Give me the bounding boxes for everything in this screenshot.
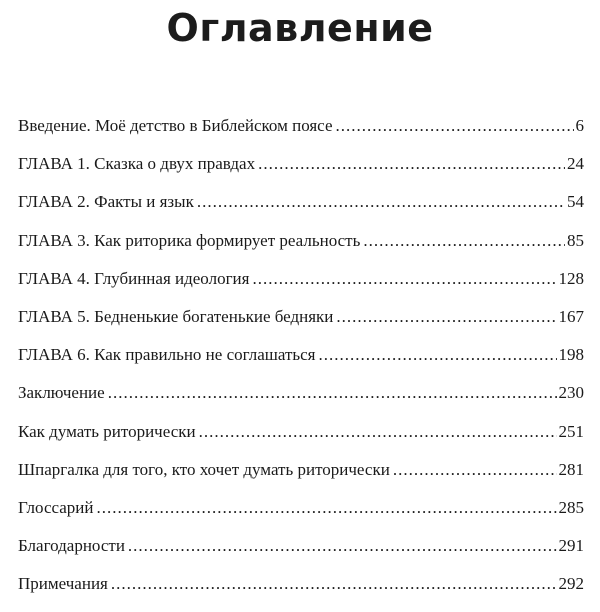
dot-leader bbox=[319, 345, 557, 365]
toc-entry-label: ГЛАВА 5. Бедненькие богатенькие бедняки bbox=[18, 306, 334, 326]
dot-leader bbox=[197, 192, 565, 212]
toc-entry-page-number: 281 bbox=[558, 459, 584, 479]
toc-entry bbox=[18, 536, 584, 574]
toc-entry-page-number: 6 bbox=[575, 116, 584, 135]
toc-entry-page-number: 285 bbox=[558, 497, 584, 517]
toc-entry-page-number: 167 bbox=[558, 306, 584, 326]
toc-entry bbox=[18, 307, 584, 345]
toc-entry bbox=[18, 116, 584, 154]
toc-entry-label: Шпаргалка для того, кто хочет думать риторически bbox=[18, 459, 390, 479]
toc-entry-page-number: 54 bbox=[567, 192, 584, 212]
toc-entry bbox=[18, 460, 584, 498]
toc-entry-page-number: 85 bbox=[567, 230, 584, 250]
toc-entry bbox=[18, 574, 584, 612]
toc-entry-label: Введение. Моё детство в Библейском поясе bbox=[18, 116, 333, 135]
toc-entry bbox=[18, 383, 584, 421]
toc-entry-page-number: 128 bbox=[558, 268, 584, 288]
toc-entry bbox=[18, 231, 584, 269]
toc-entry-label: Как думать риторически bbox=[18, 421, 196, 441]
dot-leader bbox=[199, 422, 557, 442]
toc-entry-label: ГЛАВА 2. Факты и язык bbox=[18, 192, 194, 212]
toc-entry-label: ГЛАВА 3. Как риторика формирует реальность bbox=[18, 230, 361, 250]
toc-entry bbox=[18, 192, 584, 230]
toc-entry-page-number: 292 bbox=[558, 574, 584, 594]
toc-entry bbox=[18, 154, 584, 192]
toc-entry-page-number: 291 bbox=[558, 536, 584, 556]
toc-entry-label: Благодарности bbox=[18, 536, 125, 556]
page-title: Оглавление bbox=[166, 6, 434, 50]
dot-leader bbox=[335, 116, 573, 136]
toc-entry-page-number: 24 bbox=[567, 154, 584, 174]
dot-leader bbox=[363, 231, 565, 251]
dot-leader bbox=[393, 460, 557, 480]
toc-list bbox=[18, 116, 584, 612]
toc-entry bbox=[18, 422, 584, 460]
toc-entry-label: Заключение bbox=[18, 383, 105, 403]
dot-leader bbox=[108, 383, 557, 403]
dot-leader bbox=[258, 154, 565, 174]
toc-entry bbox=[18, 345, 584, 383]
toc-entry-label: ГЛАВА 6. Как правильно не соглашаться bbox=[18, 345, 316, 365]
toc-entry-page-number: 251 bbox=[558, 421, 584, 441]
dot-leader bbox=[128, 536, 557, 556]
toc-entry-label: ГЛАВА 1. Сказка о двух правдах bbox=[18, 154, 256, 174]
toc-entry-label: ГЛАВА 4. Глубинная идеология bbox=[18, 268, 250, 288]
toc-entry bbox=[18, 269, 584, 307]
toc-entry-label: Примечания bbox=[18, 574, 108, 594]
dot-leader bbox=[336, 307, 556, 327]
dot-leader bbox=[252, 269, 556, 289]
toc-entry-page-number: 198 bbox=[558, 345, 584, 365]
toc-entry bbox=[18, 498, 584, 536]
toc-entry-label: Глоссарий bbox=[18, 497, 94, 517]
dot-leader bbox=[111, 574, 557, 594]
toc-entry-page-number: 230 bbox=[558, 383, 584, 403]
dot-leader bbox=[97, 498, 557, 518]
